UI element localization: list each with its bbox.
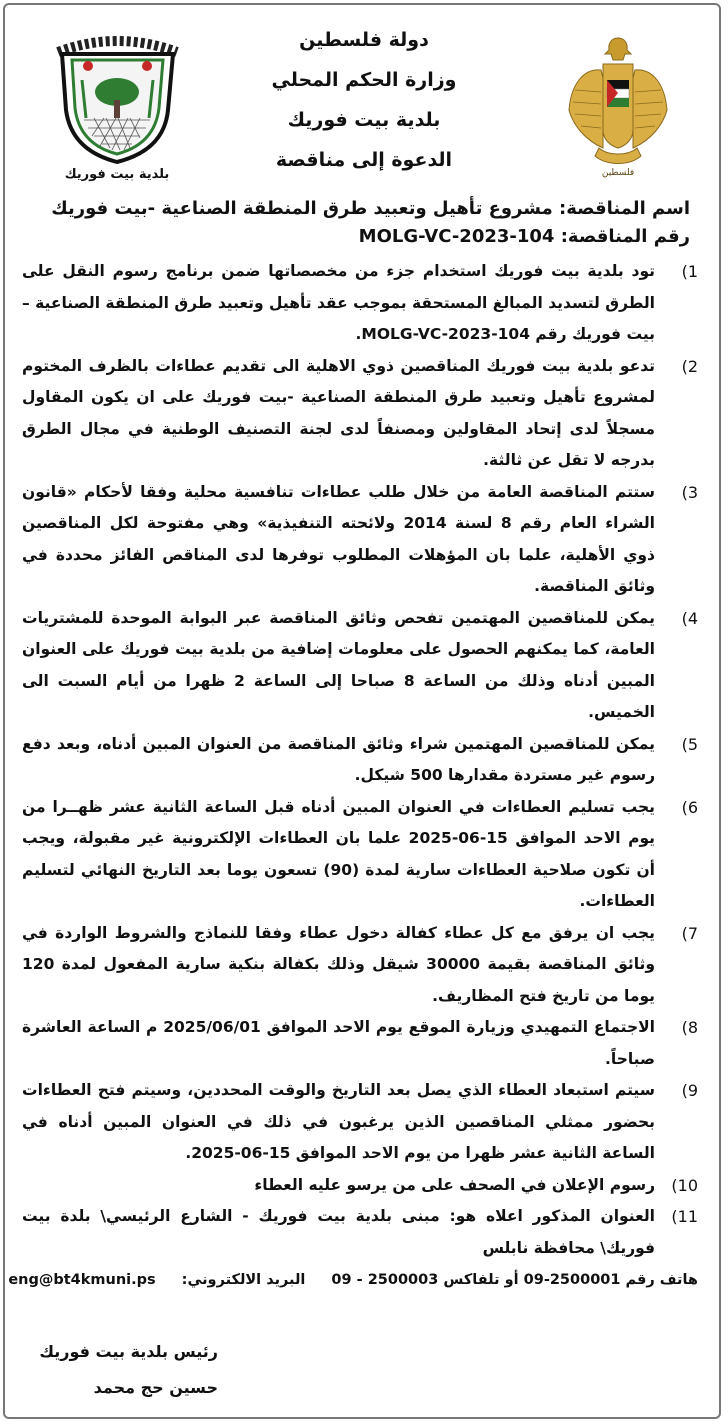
list-item [22, 1075, 710, 1170]
item-number: 11) [671, 1207, 698, 1226]
list-item [22, 477, 710, 603]
palestine-eagle-emblem [563, 30, 673, 180]
header-titles [190, 20, 538, 180]
item-text: رسوم الإعلان في الصحف على من يرسو عليه العطاء [254, 1175, 655, 1194]
item-number: 6) [681, 797, 698, 817]
item-text: الاجتماع التمهيدي وزيارة الموقع يوم الاحد الموافق 2025/06/01 م الساعة العاشرة صباحاً. [22, 1018, 655, 1068]
list-item [22, 1201, 710, 1264]
state-title: دولة فلسطين [299, 29, 429, 51]
item-text: يجب ان يرفق مع كل عطاء كفالة دخول عطاء وفقا للنماذج والشروط الواردة في وثائق المناقصة بقيمة 30000 شيقل وذلك بكفالة بنكية سارية المفعول لمدة 120 يوما من تاريخ فتح المظاريف. [22, 923, 656, 1005]
item-number: 4) [681, 608, 698, 628]
list-item [22, 351, 710, 477]
item-number: 10) [671, 1175, 698, 1195]
item-text: ستتم المناقصة العامة من خلال طلب عطاءات تنافسية محلية وفقا لأحكام «قانون الشراء العام رقم 8 لسنة 2014 ولائحته التنفيذية» وهي مفتوحة لكل المناقصين ذوي الأهلية، علما بان المؤهلات المطلوب توفرها لدى المناقص الفائز محددة في وثائق المناقصة. [22, 482, 655, 595]
tender-name: اسم المناقصة: مشروع تأهيل وتعبيد طرق المنطقة الصناعية -بيت فوريك [51, 198, 690, 219]
item-number: 8) [681, 1018, 698, 1037]
municipality-title: بلدية بيت فوريك [287, 109, 441, 131]
tender-items [22, 256, 710, 1264]
item-text: تدعو بلدية بيت فوريك المناقصين ذوي الاهلية الى تقديم عطاءات بالظرف المختوم لمشروع تأهيل وتعبيد طرق المنطقة الصناعية -بيت فوريك على ان يكون المقاول مسجلاً لدى إتحاد المقاولين ومصنفاً لدى لجنة التصنيف الوطنية في مجال الطرق بدرجه لا تقل عن ثالثة. [22, 356, 655, 469]
item-number: 5) [681, 734, 698, 754]
item-text: يمكن للمناقصين المهتمين تفحص وثائق المناقصة عبر البوابة الموحدة للمشتريات العامة، كما يمكنهم الحصول على معلومات إضافية من بلدية بيت فوريك على العنوان المبين أدناه وذلك من الساعة 8 صباحا إلى الساعة 2 ظهرا من أيام السبت الى الخميس. [22, 608, 655, 721]
logo-caption: بلدية بيت فوريك [64, 167, 170, 182]
list-item [22, 1012, 710, 1075]
signature-title: رئيس بلدية بيت فوريك [39, 1342, 218, 1361]
emblem-caption: فلسطين [601, 168, 635, 178]
tender-number: رقم المناقصة: MOLG-VC-2023-104 [358, 226, 690, 247]
list-item [22, 1170, 710, 1202]
item-number: 3) [681, 482, 698, 502]
contact-line [8, 1272, 698, 1288]
item-number: 1) [681, 262, 698, 281]
email-link[interactable]: eng@bt4kmuni.ps [8, 1272, 156, 1288]
email-label: البريد الالكتروني: [181, 1272, 306, 1288]
item-number: 7) [681, 923, 698, 943]
list-item [22, 729, 710, 792]
list-item [22, 603, 710, 729]
list-item [22, 792, 710, 918]
header [0, 20, 728, 190]
ministry-title: وزارة الحكم المحلي [271, 69, 457, 91]
item-text: تود بلدية بيت فوريك استخدام جزء من مخصصاتها ضمن برنامج رسوم النقل على الطرق لتسديد المبالغ المستحقة بموجب عقد تأهيل وتعبيد طرق المنطقة الصناعية – بيت فوريك رقم MOLG-VC-2023-104. [22, 262, 655, 343]
municipality-logo [50, 30, 185, 185]
invitation-title: الدعوة إلى مناقصة [275, 149, 453, 171]
item-text: سيتم استبعاد العطاء الذي يصل بعد التاريخ والوقت المحددين، وسيتم فتح العطاءات بحضور ممثلي المناقصين الذين يرغبون في ذلك في العنوان المبين أدناه في الساعة الثانية عشر ظهرا من يوم الاحد الموافق 15-06-2025. [22, 1081, 655, 1162]
item-number: 2) [681, 356, 698, 376]
item-text: يجب تسليم العطاءات في العنوان المبين أدناه قبل الساعة الثانية عشر ظهــرا من يوم الاحد الموافق 15-06-2025 علما بان العطاءات الإلكترونية غير مقبولة، ويجب أن تكون صلاحية العطاءات سارية لمدة (90) تسعون يوما بعد التاريخ النهائي لتسليم العطاءات. [22, 797, 655, 910]
list-item [22, 918, 710, 1013]
item-text: العنوان المذكور اعلاه هو: مبنى بلدية بيت فوريك - الشارع الرئيسي\ بلدة بيت فوريك\ محافظة نابلس [22, 1207, 655, 1257]
list-item [22, 256, 710, 351]
phone-info: هاتف رقم 2500001-09 أو تلفاكس 2500003 - 09 [331, 1272, 698, 1288]
signature-name: حسين حج محمد [93, 1378, 218, 1397]
item-text: يمكن للمناقصين المهتمين شراء وثائق المناقصة من العنوان المبين أدناه، وبعد دفع رسوم غير مستردة مقدارها 500 شيكل. [22, 734, 655, 784]
item-number: 9) [681, 1081, 698, 1100]
